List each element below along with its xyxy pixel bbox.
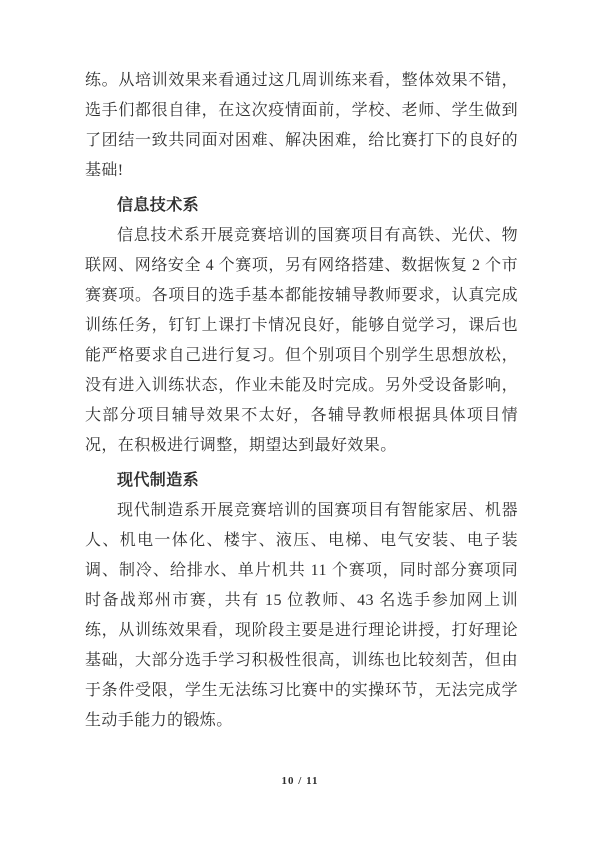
section-body-information-technology: 信息技术系开展竞赛培训的国赛项目有高铁、光伏、物联网、网络安全 4 个赛项，另有网络搭建、数据恢复 2 个市赛赛项。各项目的选手基本都能按辅导教师要求，认真完成训练任务，钉钉上课打卡情况良好，能够自觉学习，课后也能严格要求自己进行复习。但个别项目个别学生思想放松，没有进入训练状态，作业未能及时完成。另外受设备影响，大部分项目辅导效果不太好，各辅导教师根据具体项目情况，在积极进行调整，期望达到最好效果。	[85, 227, 518, 454]
document-content	[85, 66, 518, 736]
intro-paragraph: 练。从培训效果来看通过这几周训练来看，整体效果不错，选手们都很自律，在这次疫情面前，学校、老师、学生做到了团结一致共同面对困难、解决困难，给比赛打下的良好的基础!	[85, 72, 518, 179]
section-heading-modern-manufacturing: 现代制造系	[117, 472, 200, 489]
section-body-modern-manufacturing: 现代制造系开展竞赛培训的国赛项目有智能家居、机器人、机电一体化、楼宇、液压、电梯、电气安装、电子装调、制冷、给排水、单片机共 11 个赛项，同时部分赛项同时备战郑州市赛，共有 15 位教师、43 名选手参加网上训练，从训练效果看，现阶段主要是进行理论讲授，打好理论基础，大部分选手学习积极性很高，训练也比较刻苦，但由于条件受限，学生无法练习比赛中的实操环节，无法完成学生动手能力的锻炼。	[85, 502, 518, 729]
section-heading-information-technology: 信息技术系	[117, 197, 200, 214]
page-number: 10 / 11	[281, 775, 319, 787]
